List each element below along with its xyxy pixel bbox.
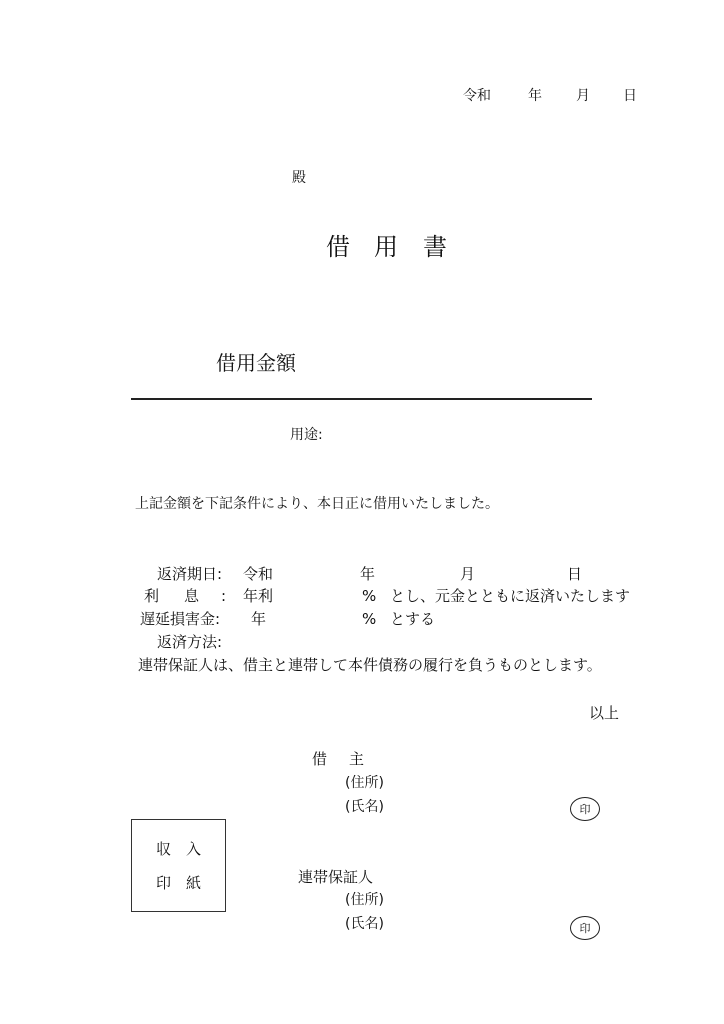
document-title-char-1: 借: [326, 233, 350, 261]
late-damages-label: 遅延損害金:: [140, 610, 221, 628]
borrower-address-label: (住所): [345, 775, 384, 791]
document-title-char-3: 書: [423, 233, 447, 261]
guarantor-name-label: (氏名): [345, 916, 384, 932]
late-damages-prefix: 年: [251, 610, 267, 628]
repayment-method-label: 返済方法:: [157, 633, 223, 651]
interest-suffix: とし、元金とともに返済いたします: [390, 587, 631, 605]
interest-unit: %: [362, 587, 377, 605]
guarantor-clause: 連帯保証人は、借主と連帯して本件債務の履行を負うものとします。: [138, 656, 602, 674]
interest-label-char-2: 息: [184, 587, 200, 605]
repayment-date-label: 返済期日:: [157, 565, 223, 583]
closing-text: 以上: [589, 704, 620, 722]
repayment-date-day: 日: [567, 565, 583, 583]
borrower-name-label: (氏名): [345, 799, 384, 815]
amount-label: 借用金額: [216, 351, 296, 375]
date-day: 日: [623, 88, 637, 104]
interest-label-char-1: 利: [144, 587, 160, 605]
amount-underline: [131, 398, 592, 400]
repayment-date-era: 令和: [243, 565, 274, 583]
revenue-stamp-char-2: 入: [186, 840, 202, 858]
repayment-date-month: 月: [460, 565, 476, 583]
document-title-char-2: 用: [374, 233, 398, 261]
date-month: 月: [576, 88, 590, 104]
repayment-date-year: 年: [360, 565, 376, 583]
date-era: 令和: [463, 88, 491, 104]
date-year: 年: [528, 88, 542, 104]
guarantor-address-label: (住所): [345, 892, 384, 908]
guarantor-seal-mark: 印: [570, 916, 600, 940]
addressee-suffix: 殿: [292, 170, 306, 186]
revenue-stamp-char-1: 収: [156, 840, 172, 858]
borrowing-statement: 上記金額を下記条件により、本日正に借用いたしました。: [135, 496, 499, 512]
purpose-label: 用途:: [290, 427, 323, 443]
revenue-stamp-char-3: 印: [156, 874, 172, 892]
interest-label-colon: :: [221, 587, 227, 605]
late-damages-suffix: とする: [390, 610, 436, 628]
borrower-title-char-2: 主: [349, 750, 365, 768]
revenue-stamp-char-4: 紙: [186, 874, 202, 892]
borrower-seal-mark: 印: [570, 797, 600, 821]
interest-prefix: 年利: [243, 587, 274, 605]
guarantor-title: 連帯保証人: [298, 868, 374, 886]
late-damages-unit: %: [362, 610, 377, 628]
borrower-title-char-1: 借: [312, 750, 328, 768]
revenue-stamp-box: [131, 819, 226, 912]
